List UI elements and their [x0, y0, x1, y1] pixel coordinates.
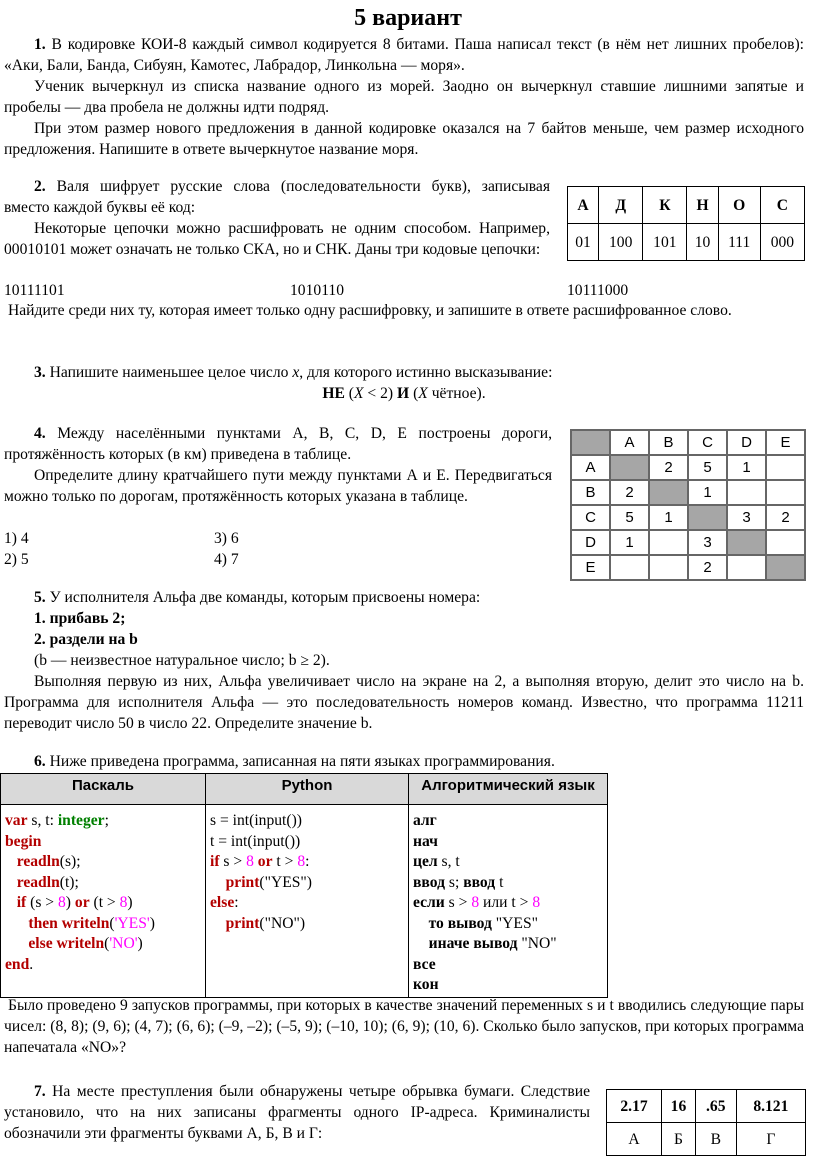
code-table: А Д К Н О С 01 100 101 10 111 000 [567, 186, 805, 261]
question-2-task: Найдите среди них ту, которая имеет только одну расшифровку, и запишите в ответе расшифрованное слово. [8, 302, 732, 319]
option-1: 1) 4 [4, 530, 29, 547]
question-4-text: 4. Между населёнными пунктами A, B, C, D, E построены дороги, протяжённость которых (в км) приведена в таблице. Определите длину кратчайшего пути между пунктами А и E. Передвигаться можно только по дорогам, протяжённость которых указана в таблице. [4, 425, 552, 505]
chain-2: 1010110 [290, 282, 344, 299]
page-title: 5 вариант [354, 5, 462, 31]
question-6-task: Было проведено 9 запусков программы, при которых в качестве значений переменных s и t вводились следующие пары чисел: (8, 8); (9, 6); (4, 7); (6, 6); (–9, –2); (–5, 9); (–10, 10); (6, 9); (10, 6). Сколько было запусков, при которых программа напечатала «NO»? [4, 997, 804, 1056]
logic-expression: НЕ (X < 2) И (X чётное). [322, 385, 486, 402]
option-4: 4) 7 [214, 551, 239, 568]
python-code: s = int(input()) t = int(input()) if s > 8 or t > 8: print("YES") else: print("NO") [206, 805, 409, 998]
distance-table: A B C D E A 2 5 1 B 2 1 C 5 1 3 2 D 1 3 E 2 [570, 429, 806, 581]
question-5: 5. У исполнителя Альфа две команды, которым присвоены номера: 1. прибавь 2; 2. раздели на b (b — неизвестное натуральное число; b ≥ 2). Выполняя первую из них, Альфа увеличивает число на экране на 2, а выполняя вторую, делит это число на b. Программа для исполнителя Альфа — это последовательность номеров команд. Известно, что программа 11211 переводит число 50 в число 22. Определите значение b. [4, 589, 804, 732]
algorithmic-code: алг нач цел s, t ввод s; ввод t если s > 8 или t > 8 то вывод "YES" иначе вывод "NO" все кон [409, 805, 608, 998]
question-3: 3. Напишите наименьшее целое число x, для которого истинно высказывание: НЕ (X < 2) И (X чётное). [4, 362, 804, 404]
option-2: 2) 5 [4, 551, 29, 568]
question-2-text: 2. Валя шифрует русские слова (последовательности букв), записывая вместо каждой буквы её код: Некоторые цепочки можно расшифровать не одним способом. Например, 00010101 может означать не только СКА, но и СНК. Даны три кодовые цепочки: [4, 178, 551, 258]
chain-3: 10111000 [567, 282, 629, 299]
chain-1: 10111101 [4, 282, 65, 299]
question-7-text: 7. На месте преступления были обнаружены четыре обрывка бумаги. Следствие установило, что на них записаны фрагменты одного IP-адреса. Криминалисты обозначили эти фрагменты буквами А, Б, В и Г: [4, 1083, 590, 1142]
question-1: 1. В кодировке КОИ-8 каждый символ кодируется 8 битами. Паша написал текст (в нём нет лишних пробелов): «Аки, Бали, Банда, Сибуян, Камотес, Лабрадор, Линкольна — моря». Ученик вычеркнул из списка название одного из морей. Заодно он вычеркнул ставшие лишними запятые и пробелы — два пробела не должны идти подряд. При этом размер нового предложения в данной кодировке оказался на 7 байтов меньше, чем размер исходного предложения. Напишите в ответе вычеркнутое название моря. [4, 36, 804, 158]
option-3: 3) 6 [214, 530, 239, 547]
pascal-code: var s, t: integer; begin readln(s); readln(t); if (s > 8) or (t > 8) then writeln('YES') else writeln('NO') end. [1, 805, 206, 998]
question-6-intro: 6. Ниже приведена программа, записанная на пяти языках программирования. [34, 753, 555, 770]
program-table: Паскаль Python Алгоритмический язык var s, t: integer; begin readln(s); readln(t); if (s > 8) or (t > 8) then writeln('YES') else writeln('NO') end. s = int(input()) t = int(input()) if s > 8 or t > 8: print("YES") else: print("NO") алг нач цел s, t ввод s; ввод t если s > 8 или t > 8 то вывод "YES" иначе вывод "NO" все кон [0, 773, 608, 998]
ip-fragments-table: 2.17 16 .65 8.121 А Б В Г [606, 1089, 806, 1156]
